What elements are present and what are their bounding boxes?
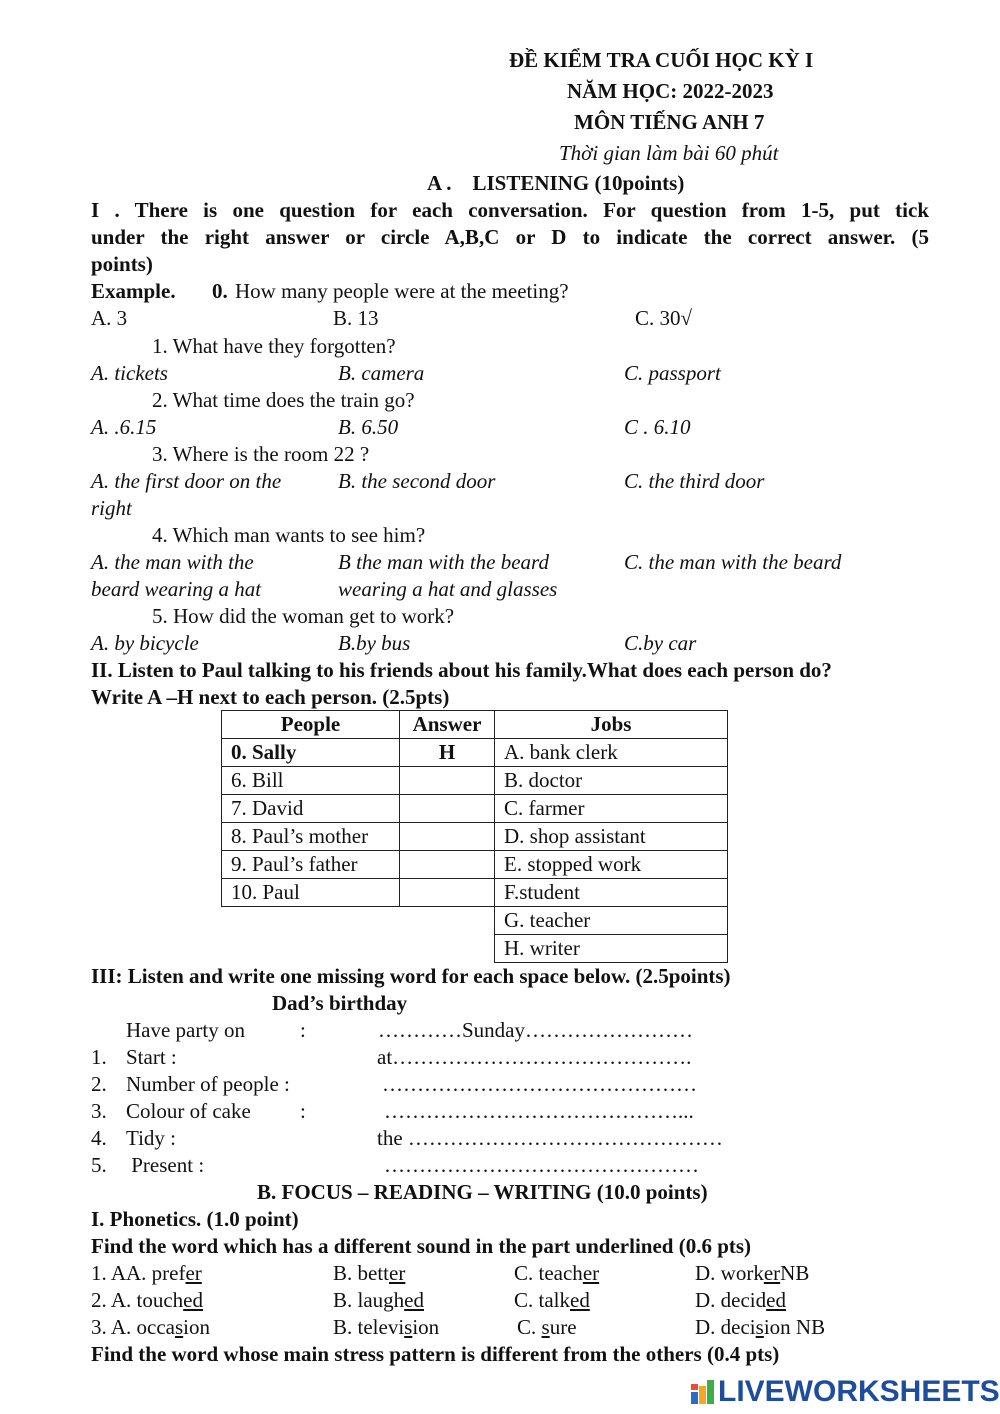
sound-instruction: Find the word which has a different sound in the part underlined (0.6 pts) — [91, 1234, 752, 1258]
person-cell: 9. Paul’s father — [222, 851, 400, 879]
q5-option-a: A. by bicycle — [91, 631, 199, 655]
table-row — [222, 767, 728, 795]
fill-row-number: 4. — [91, 1126, 107, 1150]
q3-option-b: B. the second door — [338, 469, 496, 493]
q2-option-a: A. .6.15 — [91, 415, 157, 439]
part3-instruction: III: Listen and write one missing word for each space below. (2.5points) — [91, 964, 731, 988]
fill-row-label: Tidy : — [126, 1126, 177, 1150]
q1-option-b: B. camera — [338, 361, 425, 385]
fill-row-label: Start : — [126, 1045, 177, 1069]
job-cell: H. writer — [495, 935, 728, 963]
part3-subtitle: Dad’s birthday — [272, 991, 408, 1015]
sound-option-d: D. decision NB — [695, 1315, 826, 1339]
school-year: NĂM HỌC: 2022-2023 — [567, 79, 774, 103]
person-cell: 0. Sally — [222, 739, 400, 767]
question-2: 2. What time does the train go? — [152, 388, 415, 412]
example-option-c: C. 30√ — [635, 306, 693, 330]
q2-option-b: B. 6.50 — [338, 415, 399, 439]
question-5: 5. How did the woman get to work? — [152, 604, 455, 628]
table-row — [222, 851, 728, 879]
sound-option-a: 2. A. touched — [91, 1288, 203, 1312]
table-row — [222, 739, 728, 767]
section-a-title: A . LISTENING (10points) — [427, 171, 685, 195]
fill-row-value[interactable]: ……………………………………... — [384, 1099, 694, 1123]
q3-option-c: C. the third door — [624, 469, 765, 493]
fill-row-colon: : — [300, 1018, 306, 1042]
fill-row-value[interactable]: the ……………………………………… — [377, 1126, 723, 1150]
phonetics-title: I. Phonetics. (1.0 point) — [91, 1207, 299, 1231]
table-row — [222, 823, 728, 851]
answer-cell: H — [400, 739, 495, 767]
fill-row-number: 5. — [91, 1153, 107, 1177]
job-cell: A. bank clerk — [495, 739, 728, 767]
q2-option-c: C . 6.10 — [624, 415, 691, 439]
job-cell: C. farmer — [495, 795, 728, 823]
job-cell: G. teacher — [495, 907, 728, 935]
liveworksheets-logo — [690, 1377, 1000, 1407]
sound-option-c: C. talked — [514, 1288, 590, 1312]
table-row — [222, 795, 728, 823]
fill-row-value[interactable]: ……………………………………… — [384, 1153, 699, 1177]
table-header-row — [222, 711, 728, 739]
job-cell: F.student — [495, 879, 728, 907]
person-cell: 10. Paul — [222, 879, 400, 907]
q1-option-a: A. tickets — [91, 361, 168, 385]
example-label: Example. — [91, 279, 176, 303]
sound-option-c: C. teacher — [514, 1261, 600, 1285]
answer-cell[interactable] — [400, 795, 495, 823]
fill-row-colon: : — [300, 1099, 306, 1123]
jobs-matching-table — [221, 710, 728, 963]
fill-row-label: Have party on — [126, 1018, 245, 1042]
q3-option-a-line2: right — [91, 496, 132, 520]
sound-option-d: D. workerNB — [695, 1261, 810, 1285]
person-cell: 8. Paul’s mother — [222, 823, 400, 851]
sound-option-a: 3. A. occasion — [91, 1315, 211, 1339]
q5-option-c: C.by car — [624, 631, 697, 655]
part2-instruction-line1: II. Listen to Paul talking to his friends about his family.What does each person do? — [91, 658, 832, 682]
exam-title: ĐỀ KIỂM TRA CUỐI HỌC KỲ I — [509, 48, 814, 72]
sound-option-d: D. decided — [695, 1288, 786, 1312]
question-4: 4. Which man wants to see him? — [152, 523, 426, 547]
example-option-a: A. 3 — [91, 306, 128, 330]
subject: MÔN TIẾNG ANH 7 — [574, 110, 765, 134]
fill-row-value: …………Sunday…………………… — [378, 1018, 693, 1042]
fill-row-label: Colour of cake — [126, 1099, 251, 1123]
header-jobs: Jobs — [495, 711, 728, 739]
q5-option-b: B.by bus — [338, 631, 411, 655]
time-allowed: Thời gian làm bài 60 phút — [559, 141, 779, 165]
example-number: 0. — [212, 279, 228, 303]
answer-cell[interactable] — [400, 767, 495, 795]
job-cell: B. doctor — [495, 767, 728, 795]
table-row — [222, 935, 728, 963]
fill-row-number: 1. — [91, 1045, 107, 1069]
example-option-b: B. 13 — [333, 306, 379, 330]
fill-row-value[interactable]: at……………………………………. — [377, 1045, 692, 1069]
part1-instruction-line1: I . There is one question for each conversation. For question from 1-5, put tick — [91, 198, 929, 222]
sound-option-a: 1. AA. prefer — [91, 1261, 202, 1285]
answer-cell[interactable] — [400, 879, 495, 907]
fill-row-number: 3. — [91, 1099, 107, 1123]
job-cell: E. stopped work — [495, 851, 728, 879]
sound-option-c: C. sure — [517, 1315, 577, 1339]
example-question: How many people were at the meeting? — [235, 279, 569, 303]
q1-option-c: C. passport — [624, 361, 721, 385]
logo-text: LIVEWORKSHEETS — [718, 1375, 1000, 1408]
answer-cell[interactable] — [400, 823, 495, 851]
sound-option-b: B. television — [333, 1315, 440, 1339]
table-row — [222, 879, 728, 907]
question-1: 1. What have they forgotten? — [152, 334, 396, 358]
q4-option-a-line2: beard wearing a hat — [91, 577, 262, 601]
liveworksheets-logo-icon — [690, 1379, 716, 1405]
sound-option-b: B. laughed — [333, 1288, 424, 1312]
fill-row-value[interactable]: ……………………………………… — [382, 1072, 697, 1096]
sound-option-b: B. better — [333, 1261, 406, 1285]
q3-option-a: A. the first door on the — [91, 469, 282, 493]
fill-row-label: Present : — [126, 1153, 205, 1177]
header-people: People — [222, 711, 400, 739]
q4-option-b-line2: wearing a hat and glasses — [338, 577, 558, 601]
person-cell: 6. Bill — [222, 767, 400, 795]
job-cell: D. shop assistant — [495, 823, 728, 851]
header-answer: Answer — [400, 711, 495, 739]
table-row — [222, 907, 728, 935]
fill-row-number: 2. — [91, 1072, 107, 1096]
person-cell: 7. David — [222, 795, 400, 823]
fill-row-label: Number of people : — [126, 1072, 290, 1096]
stress-instruction: Find the word whose main stress pattern is different from the others (0.4 pts) — [91, 1342, 780, 1366]
part2-instruction-line2: Write A –H next to each person. (2.5pts) — [91, 685, 450, 709]
q4-option-b: B the man with the beard — [338, 550, 549, 574]
answer-cell[interactable] — [400, 851, 495, 879]
q4-option-c: C. the man with the beard — [624, 550, 842, 574]
part1-instruction-line3: points) — [91, 252, 153, 276]
part1-instruction-line2: under the right answer or circle A,B,C or D to indicate the correct answer. (5 — [91, 225, 929, 249]
section-b-title: B. FOCUS – READING – WRITING (10.0 points) — [257, 1180, 708, 1204]
q4-option-a: A. the man with the — [91, 550, 254, 574]
question-3: 3. Where is the room 22 ? — [152, 442, 370, 466]
